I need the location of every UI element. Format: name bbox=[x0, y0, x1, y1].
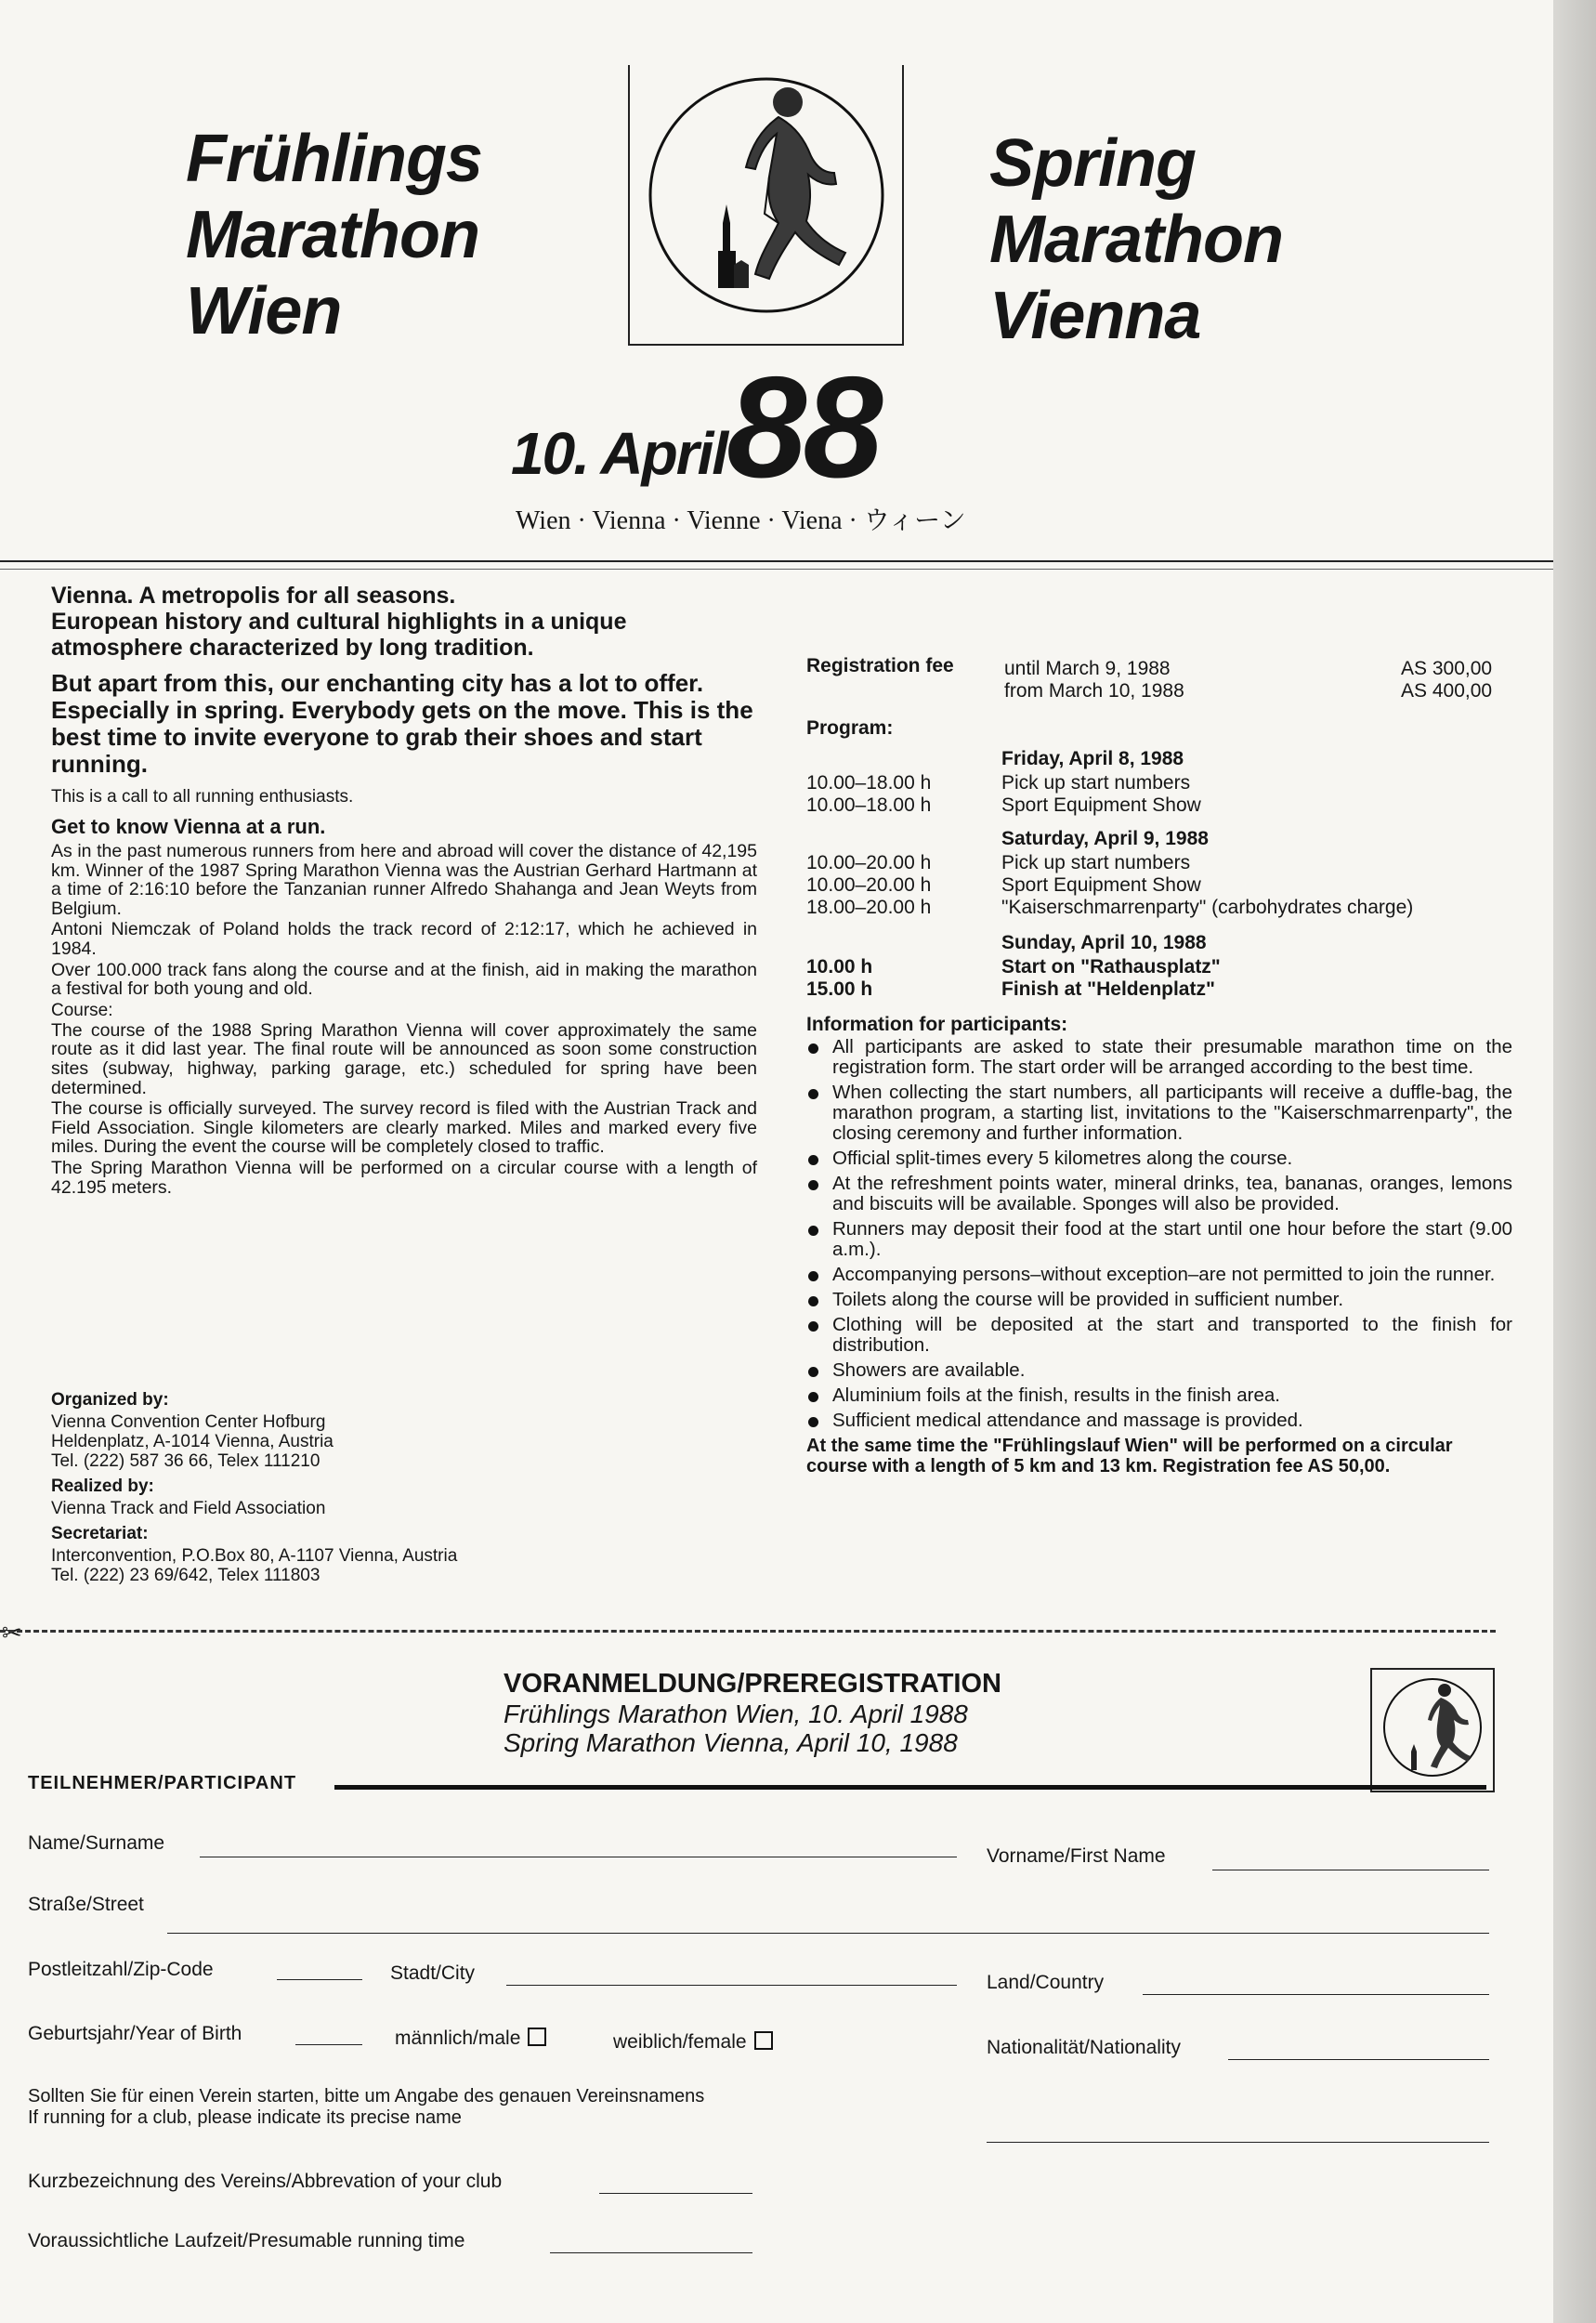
fee-price: AS 300,00 bbox=[1401, 658, 1493, 679]
title-german bbox=[186, 121, 482, 349]
organized-line: Heldenplatz, A-1014 Vienna, Austria bbox=[51, 1432, 334, 1451]
birth-year-field[interactable] bbox=[295, 2044, 362, 2045]
form-subtitle-en: Spring Marathon Vienna, April 10, 1988 bbox=[504, 1728, 958, 1757]
intro-heading: Get to know Vienna at a run. bbox=[51, 815, 326, 838]
country-label: Land/Country bbox=[987, 1972, 1105, 1993]
male-checkbox[interactable] bbox=[528, 2028, 546, 2046]
registration-fee bbox=[806, 650, 1512, 702]
marathon-logo bbox=[628, 65, 904, 346]
program-day: Friday, April 8, 1988 bbox=[1001, 748, 1184, 769]
event-date-day: 10. April bbox=[511, 420, 727, 487]
course-paragraph: The course of the 1988 Spring Marathon Vienna will cover approximately the same route as it did last year. The final route will be announced as soon some construction sites (subway, highway, parking garage, etc.) scheduled for spring have been determined. bbox=[51, 1019, 757, 1098]
intro-paragraph: As in the past numerous runners from here and abroad will cover the distance of 42,195 km. Winner of the 1987 Spring Marathon Vienna was the Austrian Gerhard Hartmann at a time of 2:16:10 before the Tanzanian runner Alfredo Shahanga and Jean Weyts from Belgium. bbox=[51, 841, 757, 919]
intro-call: This is a call to all running enthusiasts. bbox=[51, 787, 354, 807]
cut-line bbox=[0, 1630, 1496, 1633]
realized-label: Realized by: bbox=[51, 1476, 154, 1496]
info-column bbox=[806, 650, 1512, 1476]
course-label: Course: bbox=[51, 1000, 113, 1020]
participant-rule bbox=[334, 1785, 1486, 1790]
title-en-line-2: Marathon bbox=[989, 203, 1283, 277]
female-checkbox[interactable] bbox=[754, 2031, 773, 2050]
running-time-label: Voraussichtliche Laufzeit/Presumable running time bbox=[28, 2230, 465, 2251]
program-item: 15.00 h Finish at "Heldenplatz" bbox=[806, 978, 1215, 1000]
list-item: All participants are asked to state their presumable marathon time on the registration form. The start order will be arranged according to the best time. bbox=[806, 1037, 1512, 1078]
list-item: Accompanying persons–without exception–are not permitted to join the runner. bbox=[806, 1265, 1512, 1285]
mini-logo bbox=[1370, 1668, 1495, 1792]
header-rule-thin bbox=[0, 569, 1553, 570]
title-english bbox=[989, 125, 1283, 354]
program-item: 18.00–20.00 h "Kaiserschmarrenparty" (carbohydrates charge) bbox=[806, 897, 1414, 918]
zip-label: Postleitzahl/Zip-Code bbox=[28, 1959, 214, 1980]
birth-year-label: Geburtsjahr/Year of Birth bbox=[28, 2023, 242, 2044]
city-field[interactable] bbox=[506, 1985, 957, 1986]
organized-line: Tel. (222) 587 36 66, Telex 111210 bbox=[51, 1451, 321, 1471]
organized-label: Organized by: bbox=[51, 1390, 169, 1410]
club-abbr-field[interactable] bbox=[599, 2193, 752, 2194]
running-time-field[interactable] bbox=[550, 2252, 752, 2253]
organizers bbox=[51, 1385, 701, 1585]
intro-lead: Vienna. A metropolis for all seasons. European history and cultural highlights in a unique atmosphere characterized by long tradition. bbox=[51, 583, 627, 661]
realized-line: Vienna Track and Field Association bbox=[51, 1499, 326, 1518]
nationality-label: Nationalität/Nationality bbox=[987, 2037, 1181, 2058]
secretariat-line: Interconvention, P.O.Box 80, A-1107 Vienna, Austria bbox=[51, 1546, 458, 1566]
club-name-field[interactable] bbox=[987, 2142, 1489, 2143]
list-item: Runners may deposit their food at the start until one hour before the start (9.00 a.m.). bbox=[806, 1219, 1512, 1260]
runner-logo-icon bbox=[630, 65, 902, 344]
title-de-line-3: Wien bbox=[186, 274, 342, 348]
title-en-line-3: Vienna bbox=[989, 279, 1201, 353]
info-label: Information for participants: bbox=[806, 1014, 1068, 1035]
program-item: 10.00–20.00 h Sport Equipment Show bbox=[806, 874, 1201, 896]
club-label-en: If running for a club, please indicate its precise name bbox=[28, 2107, 462, 2128]
list-item: When collecting the start numbers, all participants will receive a duffle-bag, the marathon program, a starting list, invitations to the "Kaiserschmarrenparty", the closing ceremony and further information. bbox=[806, 1083, 1512, 1144]
list-item: Aluminium foils at the finish, results in the finish area. bbox=[806, 1385, 1512, 1406]
male-option[interactable]: männlich/male bbox=[395, 2028, 546, 2050]
program-label: Program: bbox=[806, 717, 894, 739]
form-heading: VORANMELDUNG/PREREGISTRATION bbox=[504, 1669, 1001, 1699]
list-item: Showers are available. bbox=[806, 1360, 1512, 1381]
preregistration-heading bbox=[504, 1668, 1154, 1757]
secretariat-label: Secretariat: bbox=[51, 1524, 149, 1543]
course-paragraph: The Spring Marathon Vienna will be performed on a circular course with a length of 42.195 meters. bbox=[51, 1157, 757, 1198]
fun-run-note: At the same time the "Frühlingslauf Wien" will be performed on a circular course with a length of 5 km and 13 km. Registration fee AS 50,00. bbox=[806, 1436, 1453, 1476]
secretariat-line: Tel. (222) 23 69/642, Telex 111803 bbox=[51, 1566, 321, 1585]
fee-price: AS 400,00 bbox=[1401, 680, 1493, 702]
fee-desc: from March 10, 1988 bbox=[1004, 680, 1184, 702]
event-date bbox=[511, 347, 880, 507]
street-label: Straße/Street bbox=[28, 1894, 144, 1915]
city-label: Stadt/City bbox=[390, 1962, 476, 1984]
list-item: Official split-times every 5 kilometres along the course. bbox=[806, 1148, 1512, 1169]
program-item: 10.00 h Start on "Rathausplatz" bbox=[806, 956, 1221, 978]
country-field[interactable] bbox=[1143, 1994, 1489, 1995]
event-year: 88 bbox=[726, 347, 880, 507]
zip-field[interactable] bbox=[277, 1979, 362, 1980]
intro-column bbox=[51, 583, 757, 1199]
intro-paragraph: Antoni Niemczak of Poland holds the track record of 2:12:17, which he achieved in 1984. bbox=[51, 919, 757, 959]
surname-label: Name/Surname bbox=[28, 1832, 165, 1854]
program-item: 10.00–18.00 h Sport Equipment Show bbox=[806, 794, 1201, 816]
scissors-icon: ✂ bbox=[2, 1619, 22, 1647]
program-item: 10.00–20.00 h Pick up start numbers bbox=[806, 852, 1191, 873]
participant-label: TEILNEHMER/PARTICIPANT bbox=[28, 1773, 297, 1793]
female-option[interactable]: weiblich/female bbox=[613, 2031, 773, 2054]
page-binding-edge bbox=[1553, 0, 1596, 2323]
runner-logo-small-icon bbox=[1372, 1670, 1493, 1791]
program-day: Saturday, April 9, 1988 bbox=[1001, 828, 1209, 849]
list-item: Clothing will be deposited at the start and transported to the finish for distribution. bbox=[806, 1315, 1512, 1356]
program-day: Sunday, April 10, 1988 bbox=[1001, 932, 1207, 953]
club-label-de: Sollten Sie für einen Verein starten, bitte um Angabe des genauen Vereinsnamens bbox=[28, 2086, 705, 2106]
title-en-line-1: Spring bbox=[989, 126, 1196, 201]
title-de-line-2: Marathon bbox=[186, 198, 479, 272]
city-names: Wien · Vienna · Vienne · Viena · ウィーン bbox=[516, 506, 966, 535]
program-item: 10.00–18.00 h Pick up start numbers bbox=[806, 772, 1191, 794]
list-item: Sufficient medical attendance and massage is provided. bbox=[806, 1411, 1512, 1431]
nationality-field[interactable] bbox=[1228, 2059, 1489, 2060]
course-paragraph: The course is officially surveyed. The survey record is filed with the Austrian Track and Field Association. Single kilometers are clearly marked. Miles and marked every five miles. During the event the course will be completely closed to traffic. bbox=[51, 1098, 757, 1158]
street-field[interactable] bbox=[167, 1933, 1489, 1934]
list-item: Toilets along the course will be provided in sufficient number. bbox=[806, 1290, 1512, 1310]
first-name-label: Vorname/First Name bbox=[987, 1845, 1166, 1867]
intro-lead-2: But apart from this, our enchanting city has a lot to offer. Especially in spring. Everybody gets on the move. This is the best time to invite everyone to grab their shoes and start running. bbox=[51, 669, 753, 778]
registration-label: Registration fee bbox=[806, 655, 954, 676]
header-rule bbox=[0, 560, 1553, 562]
list-item: At the refreshment points water, mineral drinks, tea, bananas, oranges, lemons and biscuits will be available. Sponges will also be provided. bbox=[806, 1174, 1512, 1214]
organized-line: Vienna Convention Center Hofburg bbox=[51, 1412, 326, 1432]
fee-desc: until March 9, 1988 bbox=[1004, 658, 1171, 679]
intro-paragraph: Over 100.000 track fans along the course and at the finish, aid in making the marathon a festival for both young and old. bbox=[51, 959, 757, 1000]
form-subtitle-de: Frühlings Marathon Wien, 10. April 1988 bbox=[504, 1700, 968, 1728]
info-list bbox=[806, 1037, 1512, 1431]
club-abbr-label: Kurzbezeichnung des Vereins/Abbrevation of your club bbox=[28, 2171, 503, 2192]
title-de-line-1: Frühlings bbox=[186, 122, 482, 196]
